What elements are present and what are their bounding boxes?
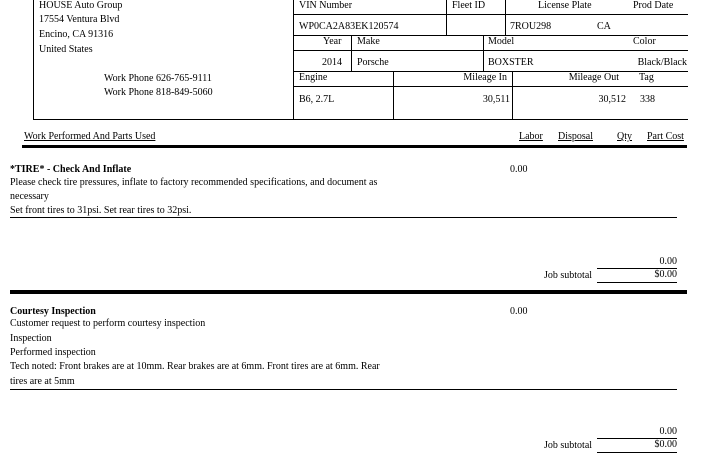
- job-description-divider: [10, 389, 677, 390]
- grid-hline-1: [293, 14, 688, 15]
- grid-vline-mileage-out: [512, 71, 513, 119]
- tag-value: 338: [640, 94, 655, 105]
- license-plate-value: 7ROU298: [510, 21, 552, 32]
- engine-label: Engine: [299, 72, 328, 83]
- grid-left-border: [293, 0, 294, 120]
- column-part-cost: Part Cost: [647, 131, 684, 142]
- job-subtotal-label: Job subtotal: [544, 440, 593, 451]
- tag-label: Tag: [639, 72, 654, 83]
- color-label: Color: [633, 36, 656, 47]
- job-line: Inspection: [10, 333, 52, 344]
- shop-street: 17554 Ventura Blvd: [39, 14, 120, 25]
- job-labor: 0.00: [510, 306, 528, 317]
- shop-country: United States: [39, 44, 93, 55]
- column-qty: Qty: [617, 131, 632, 142]
- job-title: *TIRE* - Check And Inflate: [10, 164, 132, 175]
- year-value: 2014: [322, 57, 342, 68]
- grid-vline-make: [351, 35, 352, 71]
- license-plate-label: License Plate: [538, 0, 592, 11]
- column-disposal: Disposal: [558, 131, 593, 142]
- job-subtotal-label: Job subtotal: [544, 270, 593, 281]
- job-subtotal-total: $0.00: [654, 439, 677, 450]
- job-subtotal-amount: 0.00: [659, 426, 677, 437]
- fleet-id-label: Fleet ID: [452, 0, 486, 11]
- shop-box-bottom-border: [33, 119, 293, 120]
- job-subtotal-total: $0.00: [654, 269, 677, 280]
- model-value: BOXSTER: [488, 57, 534, 68]
- job-line: necessary: [10, 191, 49, 202]
- mileage-out-label: Mileage Out: [568, 72, 619, 83]
- color-value: Black/Black: [637, 57, 687, 68]
- shop-city: Encino, CA 91316: [39, 29, 114, 40]
- grid-hline-5: [293, 86, 688, 87]
- grid-vline-fleet: [446, 0, 447, 35]
- vin-value: WP0CA2A83EK120574: [299, 21, 399, 32]
- shop-name: HOUSE Auto Group: [39, 0, 123, 11]
- year-label: Year: [323, 36, 342, 47]
- job-subtotal-amount: 0.00: [659, 256, 677, 267]
- mileage-in-value: 30,511: [482, 94, 510, 105]
- job-line: Please check tire pressures, inflate to factory recommended specifications, and document as: [10, 177, 378, 188]
- job-line: Tech noted: Front brakes are at 10mm. Rear brakes are at 6mm. Front tires are at 6mm. Rear: [10, 361, 380, 372]
- job-separator: [10, 290, 687, 294]
- subtotal-rule: [597, 452, 677, 453]
- job-line: Set front tires to 31psi. Set rear tires to 32psi.: [10, 205, 192, 216]
- job-line: tires are at 5mm: [10, 376, 75, 387]
- grid-vline-plate: [505, 0, 506, 35]
- engine-value: B6, 2.7L: [299, 94, 335, 105]
- vin-label: VIN Number: [299, 0, 353, 11]
- make-value: Porsche: [357, 57, 389, 68]
- mileage-in-label: Mileage In: [463, 72, 507, 83]
- job-line: Customer request to perform courtesy inspection: [10, 318, 206, 329]
- mileage-out-value: 30,512: [598, 94, 626, 105]
- job-description-divider: [10, 217, 677, 218]
- subtotal-rule: [597, 282, 677, 283]
- grid-hline-3: [293, 50, 688, 51]
- subtotal-rule: [597, 438, 677, 439]
- grid-vline-mileage-in: [393, 71, 394, 119]
- plate-state-value: CA: [597, 21, 611, 32]
- subtotal-rule: [597, 268, 677, 269]
- shop-work-phone-2: Work Phone 818-849-5060: [104, 87, 213, 98]
- prod-date-label: Prod Date: [633, 0, 674, 11]
- shop-box-left-border: [33, 0, 34, 120]
- header-divider: [22, 145, 687, 148]
- grid-vline-model: [483, 35, 484, 71]
- make-label: Make: [357, 36, 380, 47]
- grid-bottom-border: [293, 119, 688, 120]
- job-title: Courtesy Inspection: [10, 306, 96, 317]
- job-labor: 0.00: [510, 164, 528, 175]
- model-label: Model: [488, 36, 515, 47]
- job-line: Performed inspection: [10, 347, 96, 358]
- shop-work-phone-1: Work Phone 626-765-9111: [104, 73, 212, 84]
- column-labor: Labor: [519, 131, 543, 142]
- column-work-performed: Work Performed And Parts Used: [24, 131, 156, 142]
